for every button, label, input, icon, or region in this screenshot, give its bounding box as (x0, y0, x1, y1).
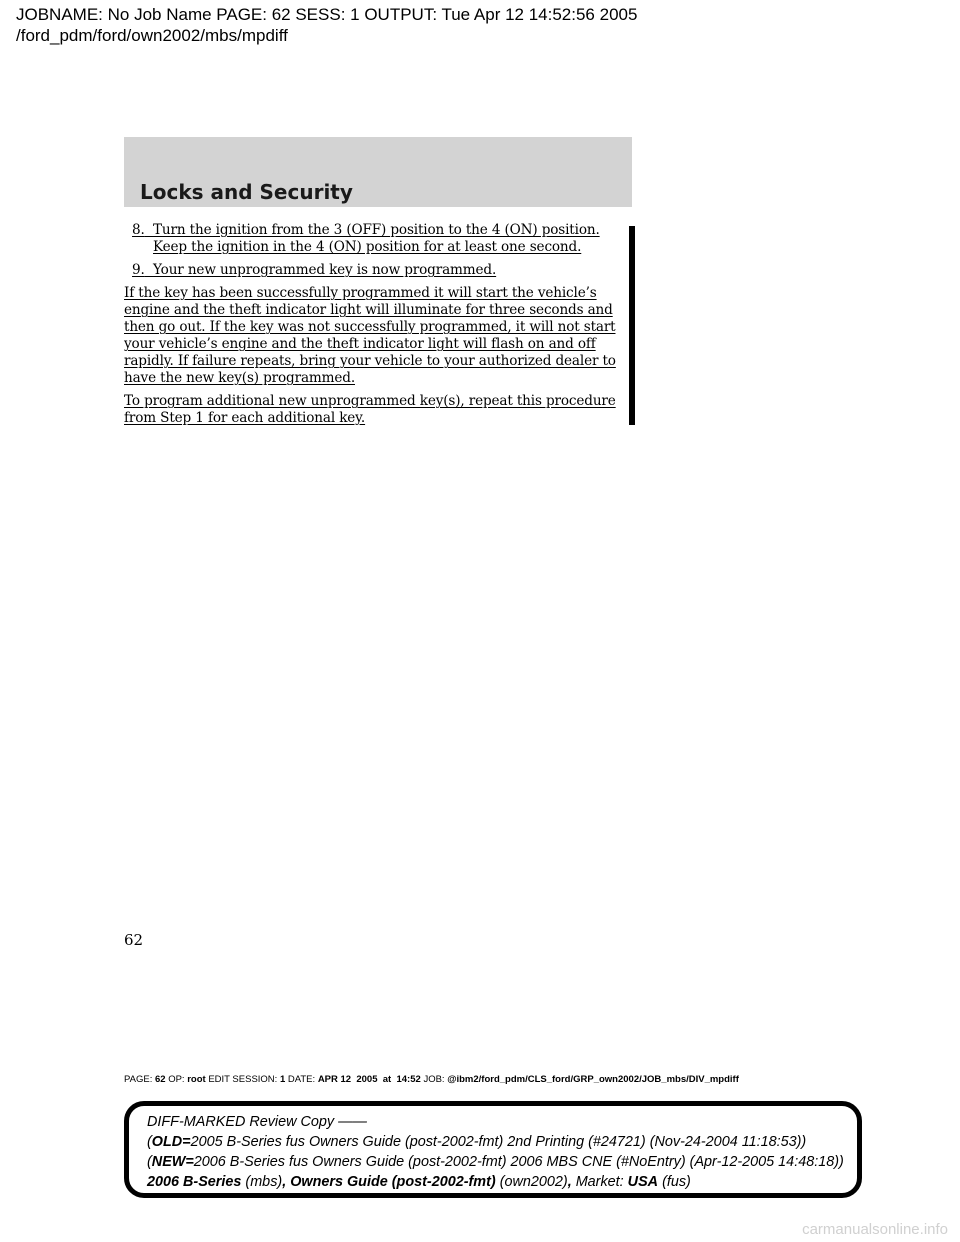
review-new-text: 2006 B-Series fus Owners Guide (post-2002-fmt) 2006 MBS CNE (#NoEntry) (Apr-12-2005 14:48:18)) (193, 1154, 844, 1170)
change-bar (629, 226, 635, 425)
review-title: DIFF-MARKED Review Copy —— (147, 1114, 367, 1130)
review-old-label: OLD= (151, 1134, 191, 1150)
section-title: Locks and Security (140, 180, 353, 204)
footer-job-line (124, 1074, 739, 1086)
step-8-number: 8. (132, 222, 145, 238)
footer-session-label: EDIT SESSION: (208, 1074, 278, 1085)
footer-page-value: 62 (154, 1074, 166, 1085)
page-number: 62 (124, 931, 144, 949)
programming-result-paragraph: If the key has been successfully programmed it will start the vehicle’s engine and the theft indicator light will illuminate for three seconds and then go out. If the key was not successfully programmed, it will not start your vehicle’s engine and the theft indicator light will flash on and off rapidly. If failure repeats, bring your vehicle to your authorized dealer to have the new key(s) programmed. (124, 285, 616, 386)
step-8 (124, 222, 629, 256)
review-market-code: (fus) (662, 1174, 691, 1190)
footer-op-value: root (187, 1074, 206, 1085)
review-old-line: (OLD=2005 B-Series fus Owners Guide (post-2002-fmt) 2nd Printing (#24721) (Nov-24-2004 11:18:53)) (147, 1134, 807, 1150)
review-market-label: Market: (575, 1174, 624, 1190)
page-content (124, 222, 629, 433)
footer-page-label: PAGE: (124, 1074, 153, 1085)
review-guide-code: (own2002) (499, 1174, 568, 1190)
footer-job-label: JOB: (423, 1074, 445, 1085)
job-path-line: /ford_pdm/ford/own2002/mbs/mpdiff (16, 26, 288, 45)
section-header-band (124, 137, 632, 207)
additional-keys-paragraph: To program additional new unprogrammed key(s), repeat this procedure from Step 1 for each additional key. (124, 393, 616, 426)
review-new-line: (NEW=2006 B-Series fus Owners Guide (post-2002-fmt) 2006 MBS CNE (#NoEntry) (Apr-12-2005 14:48:18)) (147, 1154, 844, 1170)
job-header (16, 4, 637, 46)
step-9-text: Your new unprogrammed key is now programmed. (153, 262, 497, 278)
step-9 (124, 262, 629, 279)
step-9-number: 9. (132, 262, 145, 278)
footer-op-label: OP: (168, 1074, 185, 1085)
footer-job-value: @ibm2/ford_pdm/CLS_ford/GRP_own2002/JOB_mbs/DIV_mpdiff (447, 1074, 739, 1085)
review-old-text: 2005 B-Series fus Owners Guide (post-2002-fmt) 2nd Printing (#24721) (Nov-24-2004 11:18:53)) (190, 1134, 807, 1150)
job-info-line: JOBNAME: No Job Name PAGE: 62 SESS: 1 OUTPUT: Tue Apr 12 14:52:56 2005 (16, 5, 638, 24)
watermark: carmanualsonline.info (802, 1221, 948, 1238)
review-market: USA (627, 1174, 659, 1190)
review-new-label: NEW= (151, 1154, 194, 1170)
review-meta-line: 2006 B-Series (mbs), Owners Guide (post-2002-fmt) (own2002), Market: USA (fus) (147, 1174, 691, 1190)
review-series-code: (mbs) (245, 1174, 283, 1190)
footer-session-value: 1 (279, 1074, 286, 1085)
footer-date-label: DATE: (287, 1074, 316, 1085)
step-8-text: Turn the ignition from the 3 (OFF) position to the 4 (ON) position. Keep the ignition in the 4 (ON) position for at least one second. (153, 222, 600, 255)
review-series: 2006 B-Series (147, 1174, 242, 1190)
review-guide: Owners Guide (post-2002-fmt) (290, 1174, 496, 1190)
diff-review-box (124, 1101, 862, 1198)
footer-date-value: APR 12 2005 at 14:52 (317, 1074, 421, 1085)
